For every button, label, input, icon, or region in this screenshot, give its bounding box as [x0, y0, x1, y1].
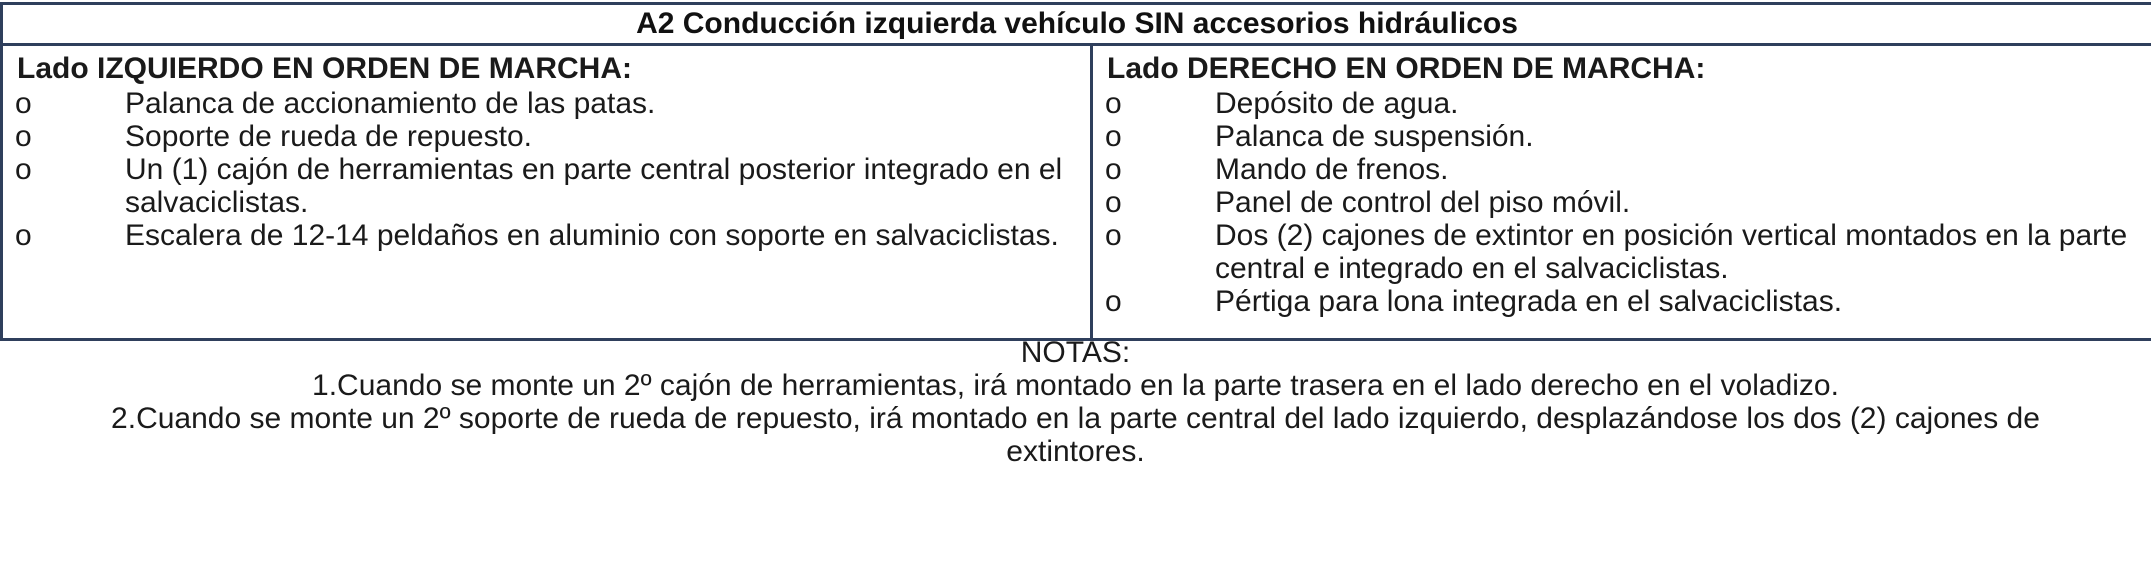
table-title: A2 Conducción izquierda vehículo SIN accesorios hidráulicos: [2, 4, 2151, 45]
right-list-item: [1105, 219, 2151, 285]
bullet-marker: o: [15, 153, 32, 186]
bullet-marker: o: [15, 120, 32, 153]
bullet-marker: o: [15, 87, 32, 120]
bullet-marker: o: [1105, 87, 1122, 120]
right-side-list: [1105, 87, 2151, 318]
bullet-marker: o: [1105, 153, 1122, 186]
right-side-heading: Lado DERECHO EN ORDEN DE MARCHA:: [1107, 52, 1706, 85]
bullet-marker: o: [1105, 120, 1122, 153]
right-list-item-text: Panel de control del piso móvil.: [1215, 186, 1631, 219]
notes-title: NOTAS:: [1020, 336, 1131, 369]
left-list-item-text: Palanca de accionamiento de las patas.: [125, 87, 656, 120]
bullet-marker: o: [1105, 219, 1122, 252]
right-list-item-text: Palanca de suspensión.: [1215, 120, 1534, 153]
right-list-item-text: Pértiga para lona integrada en el salvaciclistas.: [1215, 285, 1843, 318]
left-side-cell: [2, 45, 1092, 340]
left-list-item-text: Un (1) cajón de herramientas en parte central posterior integrado en el salvaciclistas.: [125, 153, 1063, 219]
left-list-item: [15, 153, 1090, 219]
left-list-item: [15, 87, 1090, 120]
right-list-item: [1105, 87, 2151, 120]
bullet-marker: o: [15, 219, 32, 252]
notes-section: [0, 336, 2151, 468]
right-list-item: [1105, 186, 2151, 219]
right-list-item: [1105, 285, 2151, 318]
right-list-item-text: Mando de frenos.: [1215, 153, 1449, 186]
right-side-cell: [1092, 45, 2151, 340]
right-list-item-text: Dos (2) cajones de extintor en posición vertical montados en la parte central e integrado en el salvaciclistas.: [1215, 219, 2128, 285]
bullet-marker: o: [1105, 186, 1122, 219]
left-list-item-text: Soporte de rueda de repuesto.: [125, 120, 532, 153]
right-list-item-text: Depósito de agua.: [1215, 87, 1459, 120]
left-side-list: [15, 87, 1090, 252]
equipment-layout-table: [0, 2, 2151, 341]
left-list-item: [15, 120, 1090, 153]
bullet-marker: o: [1105, 285, 1122, 318]
left-list-item-text: Escalera de 12-14 peldaños en aluminio con soporte en salvaciclistas.: [125, 219, 1059, 252]
left-list-item: [15, 219, 1090, 252]
left-side-heading: Lado IZQUIERDO EN ORDEN DE MARCHA:: [17, 52, 632, 85]
note-item: 2.Cuando se monte un 2º soporte de rueda de repuesto, irá montado en la parte central del lado izquierdo, desplazándose los dos (2) cajones de extintores.: [111, 402, 2040, 468]
right-list-item: [1105, 153, 2151, 186]
right-list-item: [1105, 120, 2151, 153]
note-item: 1.Cuando se monte un 2º cajón de herramientas, irá montado en la parte trasera en el lado derecho en el voladizo.: [312, 369, 1839, 402]
